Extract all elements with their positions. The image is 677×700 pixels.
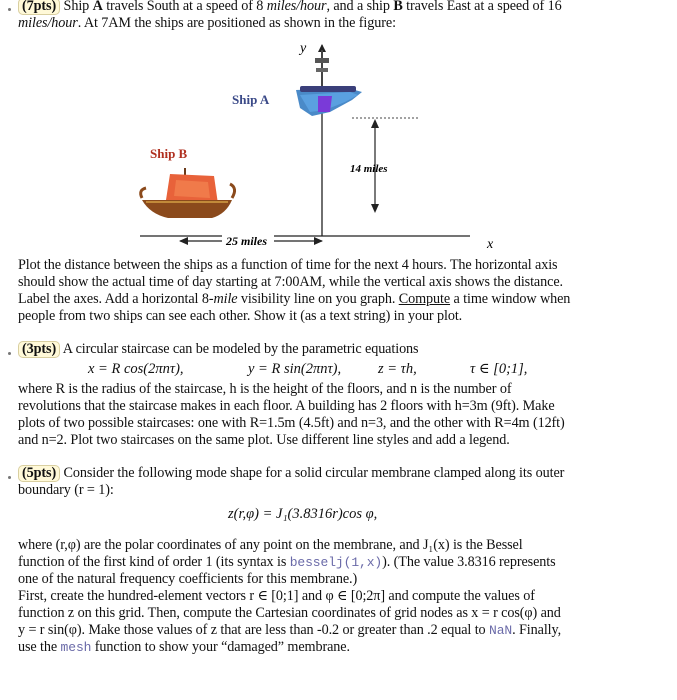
ship-a-label: Ship A <box>232 92 270 107</box>
problem3-text: ). (The value 3.8316 represents <box>382 554 556 570</box>
problem2-intro <box>18 341 660 358</box>
problem3-text: one of the natural frequency coefficients for this membrane.) <box>18 571 358 587</box>
ship-a-ref: A <box>92 0 103 14</box>
intro-text: travels East at a speed of 16 <box>402 0 562 14</box>
intro-text: , and a ship <box>326 0 394 14</box>
x-axis-label: x <box>487 237 494 252</box>
ship-b-icon <box>141 168 235 218</box>
problem1-points: (7pts) <box>18 0 60 15</box>
horizontal-arrow-head-left <box>179 237 188 245</box>
task-mile-word: mile <box>213 291 238 307</box>
task-line: visibility line on you graph. <box>237 291 399 307</box>
code-mesh: mesh <box>60 640 92 655</box>
horizontal-distance-label: 25 miles <box>226 234 267 248</box>
horizontal-arrow-head-right <box>314 237 323 245</box>
problem2-points: (3pts) <box>18 341 60 358</box>
vertical-arrow-head-down <box>371 204 379 213</box>
problem1-task <box>18 257 660 325</box>
problem3-text: y = r sin(φ). Make those values of z that are less than -0.2 or greater than .2 equal to <box>18 622 489 638</box>
vertical-distance-label: 14 miles <box>350 163 388 175</box>
intro-text: travels South at a speed of 8 <box>102 0 267 14</box>
problem3-text: . Finally, <box>512 622 562 638</box>
task-line: Plot the distance between the ships as a function of time for the next 4 hours. The horizontal axis <box>18 257 558 273</box>
problem3-text: Consider the following mode shape for a solid circular membrane clamped along its outer <box>60 465 565 481</box>
vertical-arrow-head-up <box>371 119 379 128</box>
intro-text: Ship <box>60 0 93 14</box>
problem3-body <box>18 537 660 656</box>
bullet-problem2 <box>8 352 11 355</box>
equation-z: z = τh, <box>378 361 417 377</box>
y-axis-label: y <box>300 41 307 56</box>
problem3-text: function to show your “damaged” membrane. <box>91 639 350 655</box>
problem3-text: First, create the hundred-element vectors r ∈ [0;1] and φ ∈ [0;2π] and compute the values of <box>18 588 535 604</box>
problem2-body <box>18 381 660 449</box>
problem3-text: function of the first kind of order 1 (its syntax is <box>18 554 290 570</box>
problem2-text: revolutions that the staircase makes in each floor. A building has 2 floors with h=3m (9ft). Make <box>18 398 555 414</box>
code-besselj: besselj(1,x) <box>289 555 383 570</box>
task-line: Label the axes. Add a horizontal 8- <box>18 291 214 307</box>
problem3-intro <box>18 465 660 499</box>
task-line: should show the actual time of day starting at 7:00AM, while the vertical axis shows the distance. <box>18 274 563 290</box>
problem3-text: use the <box>18 639 61 655</box>
task-compute-word: Compute <box>398 291 451 307</box>
bullet-problem3 <box>8 476 11 479</box>
ship-b-ref: B <box>393 0 403 14</box>
unit-text: miles/hour <box>266 0 327 14</box>
ships-figure <box>0 0 677 260</box>
problem3-text: where (r,φ) are the polar coordinates of any point on the membrane, and J₁(x) is the Bessel <box>18 537 523 553</box>
task-line: a time window when <box>450 291 571 307</box>
problem2-text: and n=2. Plot two staircases on the same plot. Use different line styles and add a legend. <box>18 432 510 448</box>
task-line: people from two ships can see each other. Show it (as a text string) in your plot. <box>18 308 463 324</box>
equation-y: y = R sin(2πnτ), <box>248 361 342 377</box>
problem3-points: (5pts) <box>18 465 60 482</box>
intro-text: . At 7AM the ships are positioned as shown in the figure: <box>77 15 396 31</box>
problem2-text: plots of two possible staircases: one with R=1.5m (4.5ft) and n=3, and the other with R=4m (12ft) <box>18 415 565 431</box>
ship-b-label: Ship B <box>150 146 188 161</box>
unit-text: miles/hour <box>18 15 78 31</box>
problem2-text: A circular staircase can be modeled by the parametric equations <box>60 341 419 357</box>
problem3-text: boundary (r = 1): <box>18 482 114 498</box>
equation-x: x = R cos(2πnτ), <box>88 361 184 377</box>
problem3-text: function z on this grid. Then, compute the Cartesian coordinates of grid nodes as x = r cos(φ) and <box>18 605 561 621</box>
code-nan: NaN <box>489 623 513 638</box>
equation-tau: τ ∈ [0;1], <box>470 361 528 377</box>
problem2-text: where R is the radius of the staircase, h is the height of the floors, and n is the number of <box>18 381 512 397</box>
ship-a-icon <box>296 50 362 116</box>
membrane-equation: z(r,φ) = J₁(3.8316r)cos φ, <box>228 506 378 522</box>
